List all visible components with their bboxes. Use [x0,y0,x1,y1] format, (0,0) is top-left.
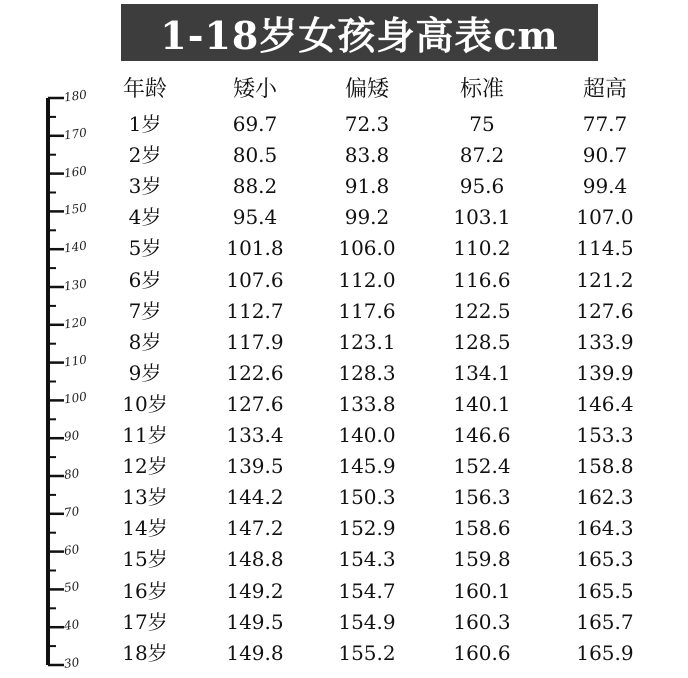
ruler-label: 90 [63,428,81,445]
cell-below-average: 106.0 [338,236,396,261]
cell-standard: 156.3 [453,485,511,510]
cell-tall: 165.7 [576,609,634,634]
cell-standard: 103.1 [453,205,511,230]
ruler-label: 40 [63,617,81,634]
table-row [110,576,688,607]
cell-below-average: 140.0 [338,423,396,447]
cell-age: 12岁 [122,454,168,479]
cell-short: 127.6 [226,391,284,416]
header-tall: 超高 [582,77,627,102]
cell-age: 8岁 [128,329,162,354]
cell-short: 117.9 [226,329,284,354]
cell-short: 88.2 [232,174,278,199]
cell-age: 6岁 [128,267,162,292]
cell-below-average: 117.6 [338,298,396,323]
cell-standard: 158.6 [453,516,511,541]
cell-tall: 158.8 [576,454,634,479]
cell-tall: 107.0 [576,205,634,230]
ruler-label: 170 [63,125,88,143]
table-row [110,482,688,513]
cell-below-average: 83.8 [344,143,390,168]
cell-short: 133.4 [226,423,284,447]
cell-short: 149.8 [226,640,284,665]
cell-age: 17岁 [122,609,168,634]
header-short: 矮小 [232,77,277,102]
cell-standard: 75 [469,112,495,136]
height-ruler [0,80,110,678]
cell-standard: 87.2 [459,143,505,168]
header-age: 年龄 [122,77,167,102]
header-below-average: 偏矮 [344,77,389,102]
cell-tall: 165.3 [576,547,634,572]
table-row [110,513,688,544]
ruler-label: 180 [63,87,88,105]
cell-below-average: 154.3 [338,547,396,572]
cell-short: 148.8 [226,547,284,572]
cell-below-average: 128.3 [338,360,396,385]
table-row [110,327,688,358]
cell-below-average: 155.2 [338,640,396,665]
cell-tall: 139.9 [576,360,634,385]
cell-short: 149.2 [226,578,284,603]
cell-tall: 127.6 [576,298,634,323]
cell-age: 4岁 [128,205,162,230]
cell-below-average: 133.8 [338,391,396,416]
cell-tall: 162.3 [576,485,634,510]
cell-tall: 114.5 [576,236,634,261]
ruler-label: 130 [63,276,88,294]
ruler-label: 150 [63,200,88,218]
cell-below-average: 152.9 [338,516,396,541]
cell-tall: 146.4 [576,391,634,416]
cell-short: 112.7 [226,298,284,323]
cell-short: 69.7 [232,112,278,136]
ruler-label: 110 [63,352,88,370]
table-row [110,171,688,202]
cell-short: 147.2 [226,516,284,541]
cell-standard: 146.6 [453,423,511,447]
table-row [110,202,688,233]
cell-below-average: 150.3 [338,485,396,510]
cell-standard: 160.1 [453,578,511,603]
table-row [110,420,688,451]
ruler-label: 140 [63,238,88,256]
table-header [110,72,688,108]
cell-age: 9岁 [128,360,162,385]
cell-standard: 122.5 [453,298,511,323]
cell-age: 7岁 [128,298,162,323]
cell-age: 15岁 [122,547,168,572]
cell-tall: 90.7 [582,143,628,168]
table-row [110,544,688,575]
cell-below-average: 72.3 [344,112,390,136]
cell-below-average: 112.0 [338,267,396,292]
table-row [110,638,688,669]
cell-age: 13岁 [122,485,168,510]
cell-age: 3岁 [128,174,162,199]
cell-standard: 134.1 [453,360,511,385]
ruler-label: 160 [63,163,88,181]
ruler-label: 120 [63,314,88,332]
page-title: 1-18岁女孩身高表cm [121,4,598,61]
cell-tall: 99.4 [582,174,628,199]
cell-tall: 77.7 [582,112,628,136]
header-standard: 标准 [459,77,504,102]
cell-tall: 153.3 [576,423,634,447]
table-row [110,233,688,264]
cell-below-average: 145.9 [338,454,396,479]
cell-short: 107.6 [226,267,284,292]
table-row [110,451,688,482]
cell-short: 101.8 [226,236,284,261]
cell-standard: 128.5 [453,329,511,354]
table-row [110,140,688,171]
cell-age: 10岁 [122,391,168,416]
table-row [110,607,688,638]
cell-standard: 160.6 [453,640,511,665]
ruler-label: 80 [63,466,81,482]
cell-tall: 121.2 [576,267,634,292]
cell-below-average: 154.9 [338,609,396,634]
cell-age: 18岁 [122,640,168,665]
ruler-scale [0,80,110,678]
ruler-label: 70 [63,503,81,520]
ruler-label: 50 [63,579,81,596]
cell-tall: 164.3 [576,516,634,541]
cell-below-average: 91.8 [344,174,390,199]
cell-standard: 140.1 [453,391,511,416]
cell-below-average: 99.2 [344,205,390,230]
cell-below-average: 154.7 [338,578,396,603]
cell-standard: 110.2 [453,236,511,261]
table-row [110,389,688,420]
cell-standard: 116.6 [453,267,511,292]
cell-age: 14岁 [122,516,168,541]
cell-standard: 152.4 [453,454,511,479]
table-row [110,358,688,389]
cell-standard: 160.3 [453,609,511,634]
table-row [110,296,688,327]
ruler-label: 60 [63,541,81,558]
table-row [110,109,688,140]
cell-below-average: 123.1 [338,329,396,354]
cell-short: 122.6 [226,360,284,385]
cell-short: 80.5 [232,143,278,168]
ruler-label: 30 [63,655,81,671]
cell-age: 16岁 [122,578,168,603]
cell-short: 95.4 [232,205,278,230]
cell-standard: 95.6 [459,174,505,199]
cell-short: 139.5 [226,454,284,479]
cell-tall: 133.9 [576,329,634,354]
cell-age: 5岁 [128,236,162,261]
cell-standard: 159.8 [453,547,511,572]
cell-tall: 165.9 [576,640,634,665]
cell-short: 144.2 [226,485,284,510]
cell-age: 1岁 [128,112,162,136]
cell-age: 11岁 [122,423,168,447]
ruler-label: 100 [63,389,88,407]
cell-tall: 165.5 [576,578,634,603]
cell-short: 149.5 [226,609,284,634]
table-row [110,265,688,296]
cell-age: 2岁 [128,143,162,168]
